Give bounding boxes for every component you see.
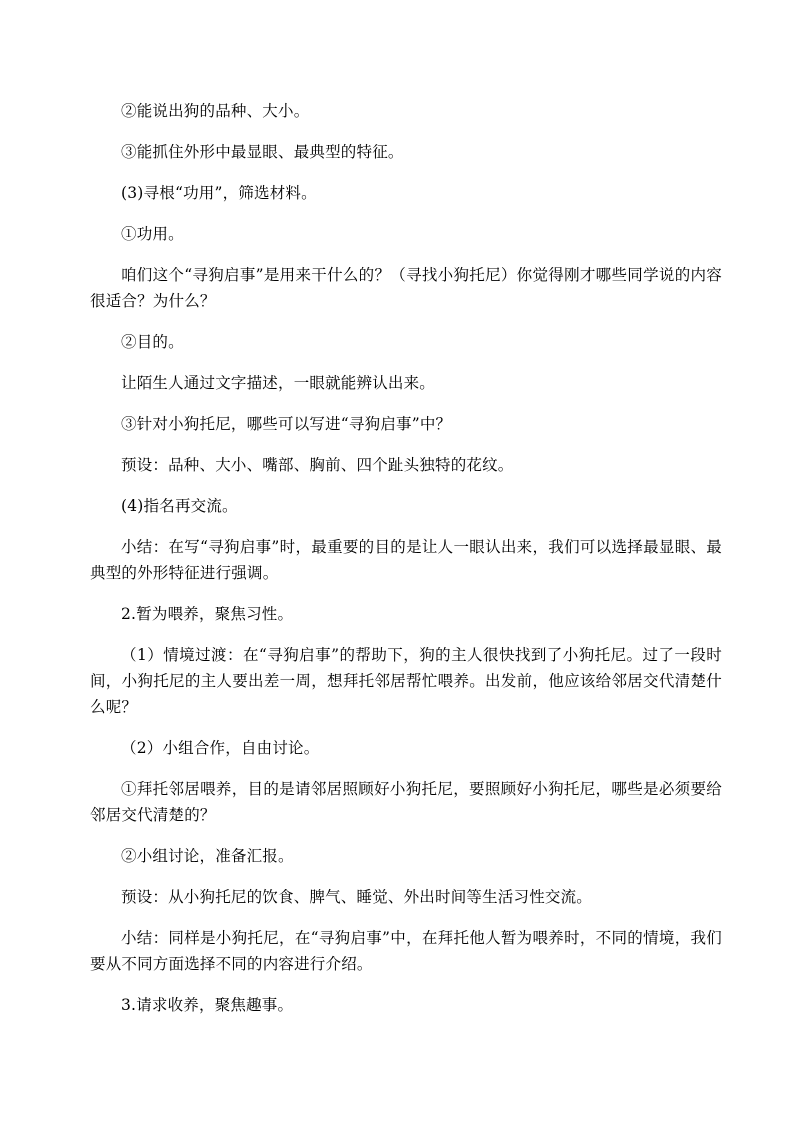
paragraph: 让陌生人通过文字描述，一眼就能辨认出来。	[121, 374, 436, 392]
paragraph: ③针对小狗托尼，哪些可以写进“寻狗启事”中？	[121, 415, 452, 433]
paragraph: 预设：品种、大小、嘴部、胸前、四个趾头独特的花纹。	[121, 456, 514, 474]
paragraph: ①拜托邻居喂养，目的是请邻居照顾好小狗托尼，要照顾好小狗托尼，哪些是必须要给邻居交代清楚的？	[90, 780, 722, 824]
paragraph: 小结：在写“寻狗启事”时，最重要的目的是让人一眼认出来，我们可以选择最显眼、最典型的外形特征进行强调。	[90, 538, 722, 582]
paragraph: (3)寻根“功用”，筛选材料。	[121, 184, 317, 202]
paragraph: (4)指名再交流。	[121, 497, 238, 515]
paragraph: 3.请求收养，聚焦趣事。	[121, 996, 294, 1014]
document-body	[90, 98, 722, 1033]
paragraph: 预设：从小狗托尼的饮食、脾气、睡觉、外出时间等生活习性交流。	[121, 888, 593, 906]
paragraph: ②目的。	[121, 333, 184, 351]
paragraph: ②小组讨论，准备汇报。	[121, 847, 294, 865]
paragraph: ①功用。	[121, 225, 184, 243]
paragraph: 咱们这个“寻狗启事”是用来干什么的？（寻找小狗托尼）你觉得刚才哪些同学说的内容很适合？为什么？	[90, 266, 722, 310]
paragraph: ③能抓住外形中最显眼、最典型的特征。	[121, 143, 404, 161]
paragraph: 2.暂为喂养，聚焦习性。	[121, 605, 294, 623]
paragraph: ②能说出狗的品种、大小。	[121, 102, 310, 120]
paragraph: （1）情境过渡：在“寻狗启事”的帮助下，狗的主人很快找到了小狗托尼。过了一段时间，小狗托尼的主人要出差一周，想拜托邻居帮忙喂养。出发前，他应该给邻居交代清楚什么呢？	[90, 646, 722, 716]
paragraph: （2）小组合作，自由讨论。	[121, 739, 320, 757]
paragraph: 小结：同样是小狗托尼，在“寻狗启事”中，在拜托他人暂为喂养时，不同的情境，我们要从不同方面选择不同的内容进行介绍。	[90, 929, 722, 973]
